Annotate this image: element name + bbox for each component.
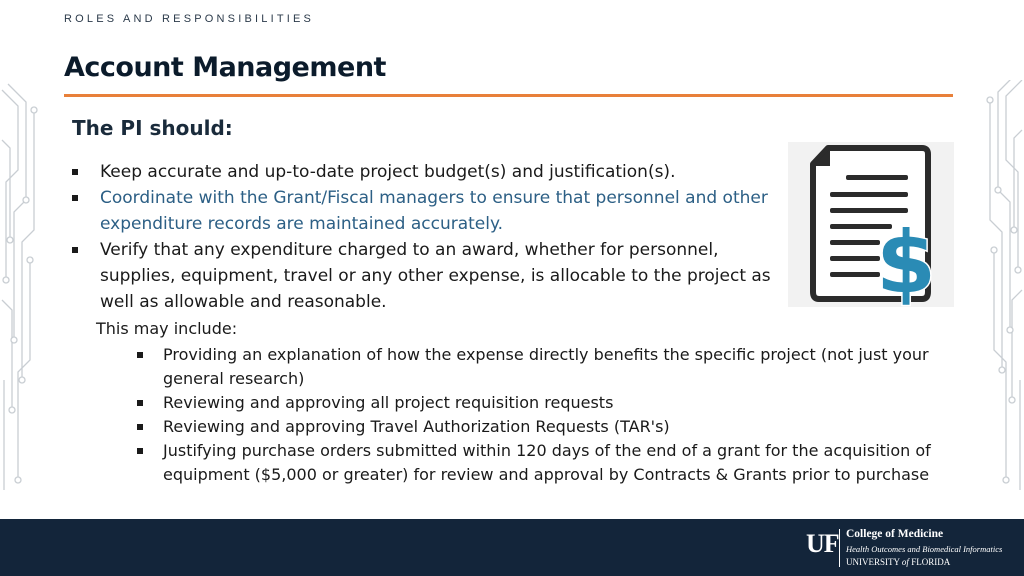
eyebrow-label: ROLES AND RESPONSIBILITIES <box>64 13 315 25</box>
document-icon <box>788 142 954 307</box>
main-bullet-list <box>72 159 772 315</box>
sub-bullet-list <box>135 343 965 487</box>
title-rule <box>64 94 953 97</box>
document-dollar-icon <box>788 142 954 307</box>
dollar-sign-icon: $ <box>876 213 936 307</box>
circuit-decoration-left <box>0 80 40 500</box>
list-item: Providing an explanation of how the expense directly benefits the specific project (not just your general research) <box>135 343 965 391</box>
list-item: Verify that any expenditure charged to an award, whether for personnel, supplies, equipment, travel or any other expense, is allocable to the project as well as allowable and reasonable. <box>72 237 772 315</box>
bullet-square-icon <box>137 400 143 406</box>
bullet-square-icon <box>137 352 143 358</box>
list-item: Keep accurate and up-to-date project budget(s) and justification(s). <box>72 159 772 185</box>
university-name: UNIVERSITY of FLORIDA <box>846 557 951 567</box>
department-name: Health Outcomes and Biomedical Informatics <box>846 544 1003 554</box>
bullet-square-icon <box>137 424 143 430</box>
list-item: Reviewing and approving Travel Authorization Requests (TAR's) <box>135 415 965 439</box>
slide-title: Account Management <box>64 52 386 83</box>
bullet-square-icon <box>72 169 78 175</box>
circuit-decoration-right <box>984 80 1024 500</box>
footer-divider <box>839 529 840 567</box>
bullet-square-icon <box>137 448 143 454</box>
list-item: Justifying purchase orders submitted within 120 days of the end of a grant for the acquisition of equipment ($5,000 or greater) for review and approval by Contracts & Grants prior to purchase <box>135 439 965 487</box>
section-subtitle: The PI should: <box>72 116 233 140</box>
include-label: This may include: <box>96 319 238 338</box>
uf-logo: UF <box>806 529 839 558</box>
bullet-square-icon <box>72 195 78 201</box>
list-item: Coordinate with the Grant/Fiscal managers to ensure that personnel and other expenditure records are maintained accurately. <box>72 185 772 237</box>
list-item: Reviewing and approving all project requisition requests <box>135 391 965 415</box>
college-name: College of Medicine <box>846 528 944 540</box>
bullet-square-icon <box>72 247 78 253</box>
